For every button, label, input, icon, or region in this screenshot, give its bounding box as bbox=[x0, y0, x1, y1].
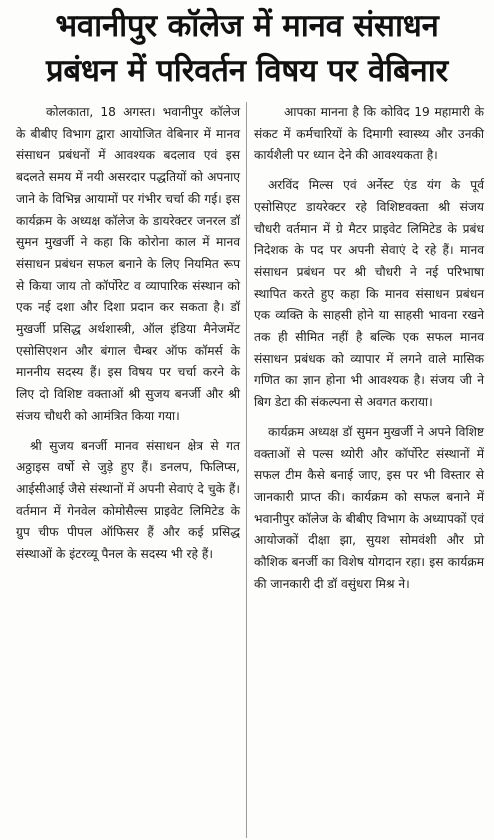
paragraph: कार्यक्रम अध्यक्ष डॉ सुमन मुखर्जी ने अपने विशिष्ट वक्ताओं से पल्स थ्योरी और कॉर्पोरेट संस्थानों में सफल टीम कैसे बनाई जाए, इस पर भी विस्तार से जानकारी प्राप्त की। कार्यक्रम को सफल बनाने में भवानीपुर कॉलेज के बीबीए विभाग के अध्यापकों एवं आयोजकों दीक्षा झा, सुयश सोमवंशी और प्रो कौशिक बनर्जी का विशेष योगदान रहा। इस कार्यक्रम की जानकारी दी डॉ वसुंधरा मिश्र ने। bbox=[254, 424, 484, 591]
left-column bbox=[6, 102, 247, 838]
article-body bbox=[6, 102, 488, 838]
paragraph: अरविंद मिल्स एवं अर्नेस्ट एंड यंग के पूर्व एसोसिएट डायरेक्टर रहे विशिष्टवक्ता श्री संजय चौधरी वर्तमान में ग्रे मैटर प्राइवेट लिमिटेड के प्रबंध निदेशक के पद पर अपनी सेवाएं दे रहे हैं। मानव संसाधन प्रबंधन पर श्री चौधरी ने नई परिभाषा स्थापित करते हुए कहा कि मानव संसाधन प्रबंधन एक व्यक्ति के साहसी होने या साहसी भावना रखने तक ही सीमित नहीं है बल्कि एक सफल मानव संसाधन प्रबंधक को व्यापार में लगने वाले मासिक गणित का ज्ञान होना भी आवश्यक है। संजय जी ने बिग डेटा की संकल्पना से अवगत कराया। bbox=[254, 178, 484, 410]
paragraph: श्री सुजय बनर्जी मानव संसाधन क्षेत्र से गत अठ्ठाइस वर्षो से जुड़े हुए हैं। डनलप, फिलिप्स, आईसीआई जैसे संस्थानों में अपनी सेवाएं दे चुके हैं। वर्तमान में गेनवेल कोमोसैल्स प्राइवेट लिमिटेड के ग्रुप चीफ पीपल ऑफिसर हैं और कई प्रसिद्ध संस्थाओं के इंटरव्यू पैनल के सदस्य भी रहे हैं। bbox=[16, 438, 240, 562]
right-column bbox=[247, 102, 488, 838]
headline-line-1: भवानीपुर कॉलेज में मानव संसाधन bbox=[55, 8, 439, 44]
headline bbox=[6, 4, 488, 94]
paragraph: कोलकाता, 18 अगस्त। भवानीपुर कॉलेज के बीबीए विभाग द्वारा आयोजित वेबिनार में मानव संसाधन प्रबंधनों में आवश्यक बदलाव एवं इस बदलते समय में नयी असरदार पद्धतियों को अपनाए जाने के विभिन्न आयामों पर गंभीर चर्चा की गई। इस कार्यक्रम के अध्यक्ष कॉलेज के डायरेक्टर जनरल डॉ सुमन मुखर्जी ने कहा कि कोरोना काल में मानव संसाधन प्रबंधन सफल बनाने के लिए नियमित रूप से किया जाय तो कॉर्पोरेट व व्यापारिक संस्थान को एक नई दशा और दिशा प्रदान कर सकता है। डॉ मुखर्जी प्रसिद्ध अर्थशास्त्री, ऑल इंडिया मैनेजमेंट एसोसिएशन और बंगाल चैम्बर ऑफ कॉमर्स के माननीय सदस्य हैं। इस विषय पर चर्चा करने के लिए दो विशिष्ट वक्ताओं श्री सुजय बनर्जी और श्री संजय चौधरी को आमंत्रित किया गया। bbox=[16, 105, 240, 423]
paragraph: आपका मानना है कि कोविद 19 महामारी के संकट में कर्मचारियों के दिमागी स्वास्थ्य और उनकी कार्यशैली पर ध्यान देने की आवश्यकता है। bbox=[254, 105, 484, 163]
headline-line-2: प्रबंधन में परिवर्तन विषय पर वेबिनार bbox=[45, 53, 449, 89]
